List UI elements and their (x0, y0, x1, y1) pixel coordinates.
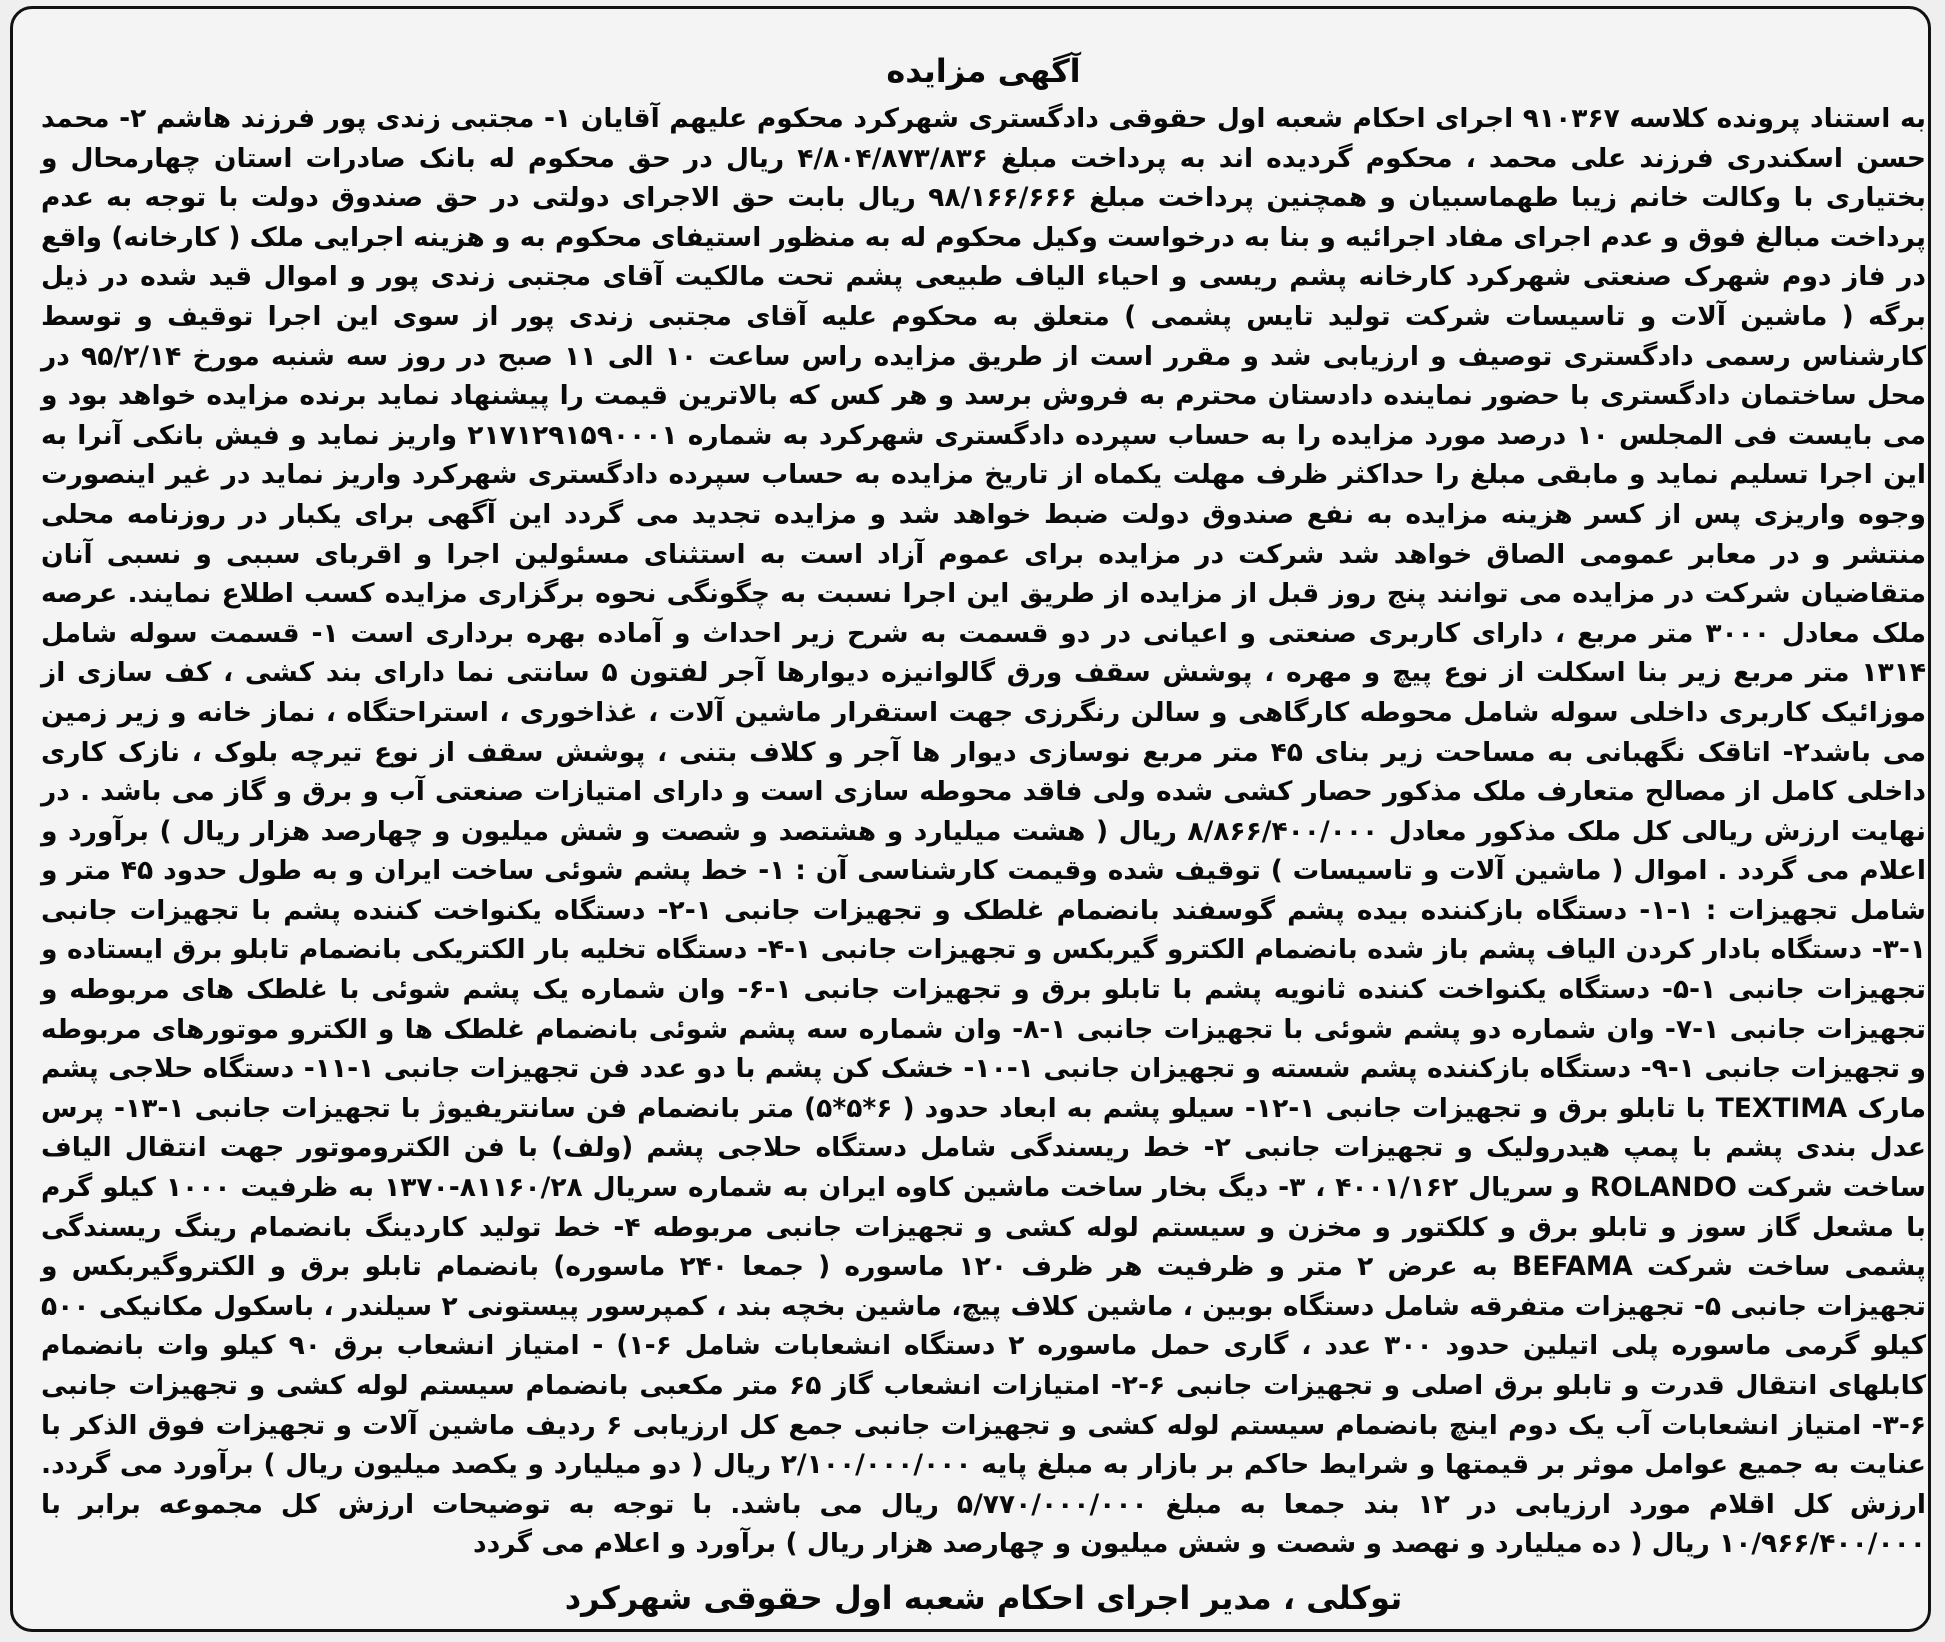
auction-notice (41, 49, 1926, 1620)
notice-title: آگهی مزایده (886, 52, 1081, 90)
notice-body: به استناد پرونده کلاسه ۹۱۰۳۶۷ اجرای احکام شعبه اول حقوقی دادگستری شهرکرد محکوم علیهم آقایان ۱- مجتبی زندی پور فرزند هاشم ۲- محمد حسن اسکندری فرزند علی محمد ، محکوم گردیده اند به پرداخت مبلغ ۴/۸۰۴/۸۷۳/۸۳۶ ریال در حق محکوم له بانک صادرات استان چهارمحال و بختیاری با وکالت خانم زیبا طهماسبیان و همچنین پرداخت مبلغ ۹۸/۱۶۶/۶۶۶ ریال بابت حق الاجرای دولتی در حق صندوق دولت با توجه به عدم پرداخت مبالغ فوق و عدم اجرای مفاد اجرائیه و بنا به درخواست وکیل محکوم له به منظور استیفای محکوم به و هزینه اجرایی ملک ( کارخانه) واقع در فاز دوم شهرک صنعتی شهرکرد کارخانه پشم ریسی و احیاء الیاف طبیعی پشم تحت مالکیت آقای مجتبی زندی پور و اموال قید شده در ذیل برگه ( ماشین آلات و تاسیسات شرکت تولید تایس پشمی ) متعلق به محکوم علیه آقای مجتبی زندی پور از سوی این اجرا توقیف و توسط کارشناس رسمی دادگستری توصیف و ارزیابی شد و مقرر است از طریق مزایده راس ساعت ۱۰ الی ۱۱ صبح در روز سه شنبه مورخ ۹۵/۲/۱۴ در محل ساختمان دادگستری با حضور نماینده دادستان محترم به فروش برسد و هر کس که بالاترین قیمت را پیشنهاد نماید برنده مزایده خواهد بود و می بایست فی المجلس ۱۰ درصد مورد مزایده را به حساب سپرده دادگستری شهرکرد به شماره ۲۱۷۱۲۹۱۵۹۰۰۰۱ واریز نماید و فیش بانکی آنرا به این اجرا تسلیم نماید و مابقی مبلغ را حداکثر ظرف مهلت یکماه از تاریخ مزایده به حساب سپرده دادگستری شهرکرد واریز نماید در غیر اینصورت وجوه واریزی پس از کسر هزینه مزایده به نفع صندوق دولت ضبط خواهد شد و مزایده تجدید می گردد این آگهی برای یکبار در روزنامه محلی منتشر و در معابر عمومی الصاق خواهد شد شرکت در مزایده برای عموم آزاد است به استثنای مسئولین اجرا و اقربای سببی و نسبی آنان متقاضیان شرکت در مزایده می توانند پنج روز قبل از مزایده از طریق این اجرا نسبت به چگونگی نحوه برگزاری مزایده کسب اطلاع نمایند. عرصه ملک معادل ۳۰۰۰ متر مربع ، دارای کاربری صنعتی و اعیانی در دو قسمت به شرح زیر احداث و آماده بهره برداری است ۱- قسمت سوله شامل ۱۳۱۴ متر مربع زیر بنا اسکلت از نوع پیچ و مهره ، پوشش سقف ورق گالوانیزه دیوارها آجر لفتون ۵ سانتی نما دارای بند کشی ، کف سازی از موزائیک کاربری داخلی سوله شامل محوطه کارگاهی و سالن رنگرزی جهت استقرار ماشین آلات ، غذاخوری ، استراحتگاه ، نماز خانه و زیر زمین می باشد۲- اتاقک نگهبانی به مساحت زیر بنای ۴۵ متر مربع نوسازی دیوار ها آجر و کلاف بتنی ، پوشش سقف از نوع تیرچه بلوک ، نازک کاری داخلی کامل از مصالح متعارف ملک مذکور حصار کشی شده ولی فاقد محوطه سازی است و دارای امتیازات صنعتی آب و برق و گاز می باشد . در نهایت ارزش ریالی کل ملک مذکور معادل ۸/۸۶۶/۴۰۰/۰۰۰ ریال ( هشت میلیارد و هشتصد و شصت و شش میلیون و چهارصد هزار ریال ) برآورد و اعلام می گردد . اموال ( ماشین آلات و تاسیسات ) توقیف شده وقیمت کارشناسی آن : ۱- خط پشم شوئی ساخت ایران و به طول حدود ۴۵ متر و شامل تجهیزات : ۱-۱- دستگاه بازکننده بیده پشم گوسفند بانضمام غلطک و تجهیزات جانبی ۱-۲- دستگاه یکنواخت کننده پشم با تجهیزات جانبی ۱-۳- دستگاه بادار کردن الیاف پشم باز شده بانضمام الکترو گیربکس و تجهیزات جانبی ۱-۴- دستگاه تخلیه بار الکتریکی بانضمام تابلو برق ایستاده و تجهیزات جانبی ۱-۵- دستگاه یکنواخت کننده ثانویه پشم با تابلو برق و تجهیزات جانبی ۱-۶- وان شماره یک پشم شوئی با غلطک های مربوطه و تجهیزات جانبی ۱-۷- وان شماره دو پشم شوئی با تجهیزات جانبی ۱-۸- وان شماره سه پشم شوئی بانضمام غلطک ها و الکترو موتورهای مربوطه و تجهیزات جانبی ۱-۹- دستگاه بازکننده پشم شسته و تجهیزان جانبی ۱-۱۰- خشک کن پشم با دو عدد فن تجهیزات جانبی ۱-۱۱- دستگاه حلاجی پشم مارک TEXTIMA با تابلو برق و تجهیزات جانبی ۱-۱۲- سیلو پشم به ابعاد حدود ( ۶*۵*۵) متر بانضمام فن سانتریفیوژ با تجهیزات جانبی ۱-۱۳- پرس عدل بندی پشم با پمپ هیدرولیک و تجهیزات جانبی ۲- خط ریسندگی شامل دستگاه حلاجی پشم (ولف) با فن الکتروموتور جهت انتقال الیاف ساخت شرکت ROLANDO و سریال ۴۰۰۱/۱۶۲ ، ۳- دیگ بخار ساخت ماشین کاوه ایران به شماره سریال ۸۱۱۶۰/۲۸-۱۳۷۰ به ظرفیت ۱۰۰۰ کیلو گرم با مشعل گاز سوز و تابلو برق و کلکتور و مخزن و سیستم لوله کشی و تجهیزات جانبی مربوطه ۴- خط تولید کاردینگ بانضمام رینگ ریسندگی پشمی ساخت شرکت BEFAMA به عرض ۲ متر و ظرفیت هر ظرف ۱۲۰ ماسوره ( جمعا ۲۴۰ ماسوره) بانضمام تابلو برق و الکتروگیربکس و تجهیزات جانبی ۵- تجهیزات متفرقه شامل دستگاه بوبین ، ماشین کلاف پیچ، ماشین بخچه بند ، کمپرسور پیستونی ۲ سیلندر ، باسکول مکانیکی ۵۰۰ کیلو گرمی ماسوره پلی اتیلین حدود ۳۰۰ عدد ، گاری حمل ماسوره ۲ دستگاه انشعابات شامل ۶-۱) - امتیاز انشعاب برق ۹۰ کیلو وات بانضمام کابلهای انتقال قدرت و تابلو برق اصلی و تجهیزات جانبی ۶-۲- امتیازات انشعاب گاز ۶۵ متر مکعبی بانضمام سیستم لوله کشی و تجهیزات جانبی ۶-۳- امتیاز انشعابات آب یک دوم اینچ بانضمام سیستم لوله کشی و تجهیزات جانبی جمع کل ارزیابی ۶ ردیف ماشین آلات و تجهیزات فوق الذکر با عنایت به جمیع عوامل موثر بر قیمتها و شرایط حاکم بر بازار به مبلغ پایه ۲/۱۰۰/۰۰۰/۰۰۰ ریال ( دو میلیارد و یکصد میلیون ریال ) برآورد می گردد. ارزش کل اقلام مورد ارزیابی در ۱۲ بند جمعا به مبلغ ۵/۷۷۰/۰۰۰/۰۰۰ ریال می باشد. با توجه به توضیحات ارزش کل مجموعه برابر با ۱۰/۹۶۶/۴۰۰/۰۰۰ ریال ( ده میلیارد و نهصد و شصت و شش میلیون و چهارصد هزار ریال ) برآورد و اعلام می گردد (41, 103, 1927, 1560)
notice-frame (10, 6, 1931, 1632)
notice-signature: توکلی ، مدیر اجرای احکام شعبه اول حقوقی شهرکرد (564, 1578, 1403, 1617)
